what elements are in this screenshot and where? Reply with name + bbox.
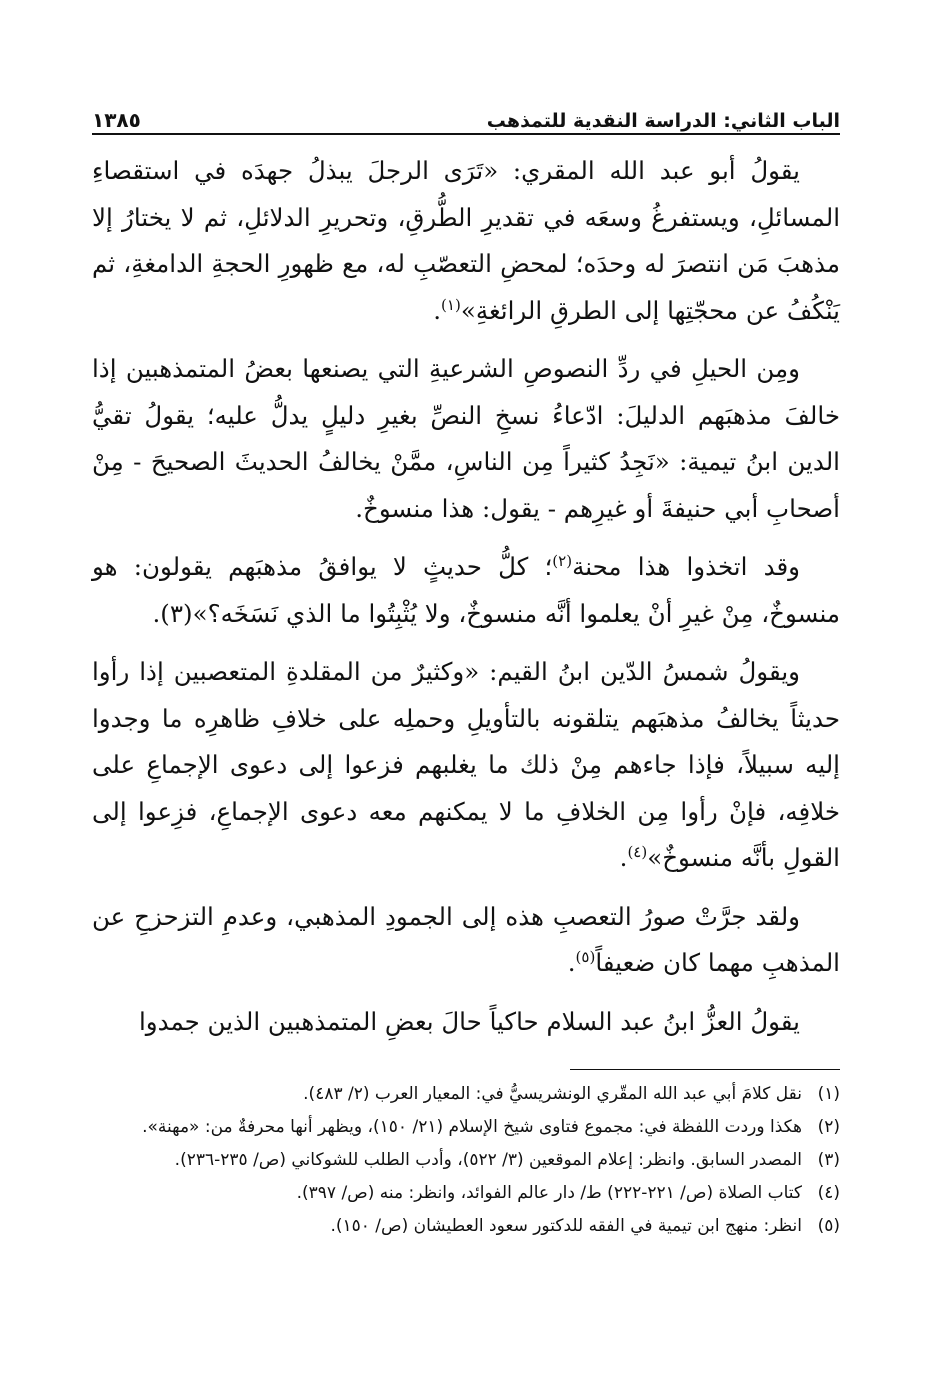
paragraph: يقولُ أبو عبد الله المقري: «تَرَى الرجلَ يبذلُ جهدَه في استقصاءِ المسائلِ، ويستفرغُ وسعَه في تقديرِ الطُّرقِ، وتحريرِ الدلائلِ، ثم لا يختارُ إلا مذهبَ مَن انتصرَ له وحدَه؛ لمحضِ التعصّبِ له، مع ظهورِ الحجةِ الدامغةِ، ثم يَنْكُفُ عن محجّتِها إلى الطرقِ الرائغةِ»$^{(١)}$. [92, 156, 840, 325]
paragraph: يقولُ العزُّ ابنُ عبد السلام حاكياً حالَ بعضِ المتمذهبين الذين جمدوا [138, 1006, 800, 1036]
footnote [92, 1210, 840, 1243]
footnote-divider [570, 1069, 840, 1070]
footnote-text: كتاب الصلاة (ص/ ٢٢١-٢٢٢) ط/ دار عالم الفوائد، وانظر: منه (ص/ ٣٩٧). [296, 1183, 802, 1203]
main-text [92, 148, 840, 1059]
running-title: الباب الثاني: الدراسة النقدية للتمذهب [486, 110, 840, 132]
footnote-number: (٢) [817, 1117, 840, 1137]
paragraph: ومِن الحيلِ في ردِّ النصوصِ الشرعيةِ التي يصنعها بعضُ المتمذهبين إذا خالفَ مذهبَهم الدليلَ: ادّعاءُ نسخِ النصِّ بغيرِ دليلٍ يدلُّ عليه؛ يقولُ تقيُّ الدين ابنُ تيمية: «نَجِدُ كثيراً مِن الناسِ، ممَّنْ يخالفُ الحديثَ الصحيحَ - مِنْ أصحابِ أبي حنيفةَ أو غيرِهم - يقول: هذا منسوخٌ. [92, 354, 840, 523]
footnote-ref: (٤) [627, 842, 648, 861]
footnote [92, 1177, 840, 1210]
footnote-text: انظر: منهج ابن تيمية في الفقه للدكتور سعود العطيشان (ص/ ١٥٠). [330, 1216, 802, 1236]
footnote-text: نقل كلامَ أبي عبد الله المقّري الونشريسيُّ في: المعيار العرب (٢/ ٤٨٣). [303, 1084, 802, 1104]
footnote-text: المصدر السابق. وانظر: إعلام الموقعين (٣/ ٥٢٢)، وأدب الطلب للشوكاني (ص/ ٢٣٥-٢٣٦). [174, 1150, 802, 1170]
footnote-text: هكذا وردت اللفظة في: مجموع فتاوى شيخ الإسلام (٢١/ ١٥٠)، ويظهر أنها محرفةٌ من: «مهنة». [142, 1117, 802, 1137]
footnote [92, 1111, 840, 1144]
footnote-ref: (٥) [575, 947, 596, 966]
paragraph: ويقولُ شمسُ الدّين ابنُ القيم: «وكثيرٌ من المقلدةِ المتعصبين إذا رأوا حديثاً يخالفُ مذهبَهم يتلقونه بالتأويلِ وحملِه على خلافِ ظاهرِه ما وجدوا إليه سبيلاً، فإذا جاءهم مِنْ ذلك ما يغلبهم فزعوا إلى دعوى الإجماعِ على خلافِه، فإنْ رأوا مِن الخلافِ ما لا يمكنهم معه دعوى الإجماعِ، فزِعوا إلى القولِ بأنَّه منسوخٌ»$^{(٤)}$. [92, 657, 840, 872]
footnote-ref: (١) [441, 295, 461, 314]
footnote-number: (٤) [817, 1183, 840, 1203]
footnote-number: (٣) [817, 1150, 840, 1170]
header-divider [92, 133, 840, 135]
footnote-ref: (٢) [552, 551, 573, 570]
footnotes [92, 1078, 840, 1243]
footnote-number: (١) [817, 1084, 840, 1104]
paragraph: وقد اتخذوا هذا محنة$^{(٢)}$؛ كلُّ حديثٍ لا يوافقُ مذهبَهم يقولون: هو منسوخٌ، مِنْ غيرِ أنْ يعلموا أنَّه منسوخٌ، ولا يُثْبِتُوا ما الذي نَسَخَه؟»(٣). [92, 551, 840, 628]
footnote [92, 1078, 840, 1111]
page-number: ١٣٨٥ [92, 108, 141, 132]
footnote-number: (٥) [817, 1216, 840, 1236]
page-header [92, 96, 840, 132]
footnote [92, 1144, 840, 1177]
paragraph: ولقد جرَّتْ صورُ التعصبِ هذه إلى الجمودِ المذهبي، وعدمِ التزحزحِ عن المذهبِ مهما كان ضعيفاً$^{(٥)}$. [92, 901, 840, 977]
